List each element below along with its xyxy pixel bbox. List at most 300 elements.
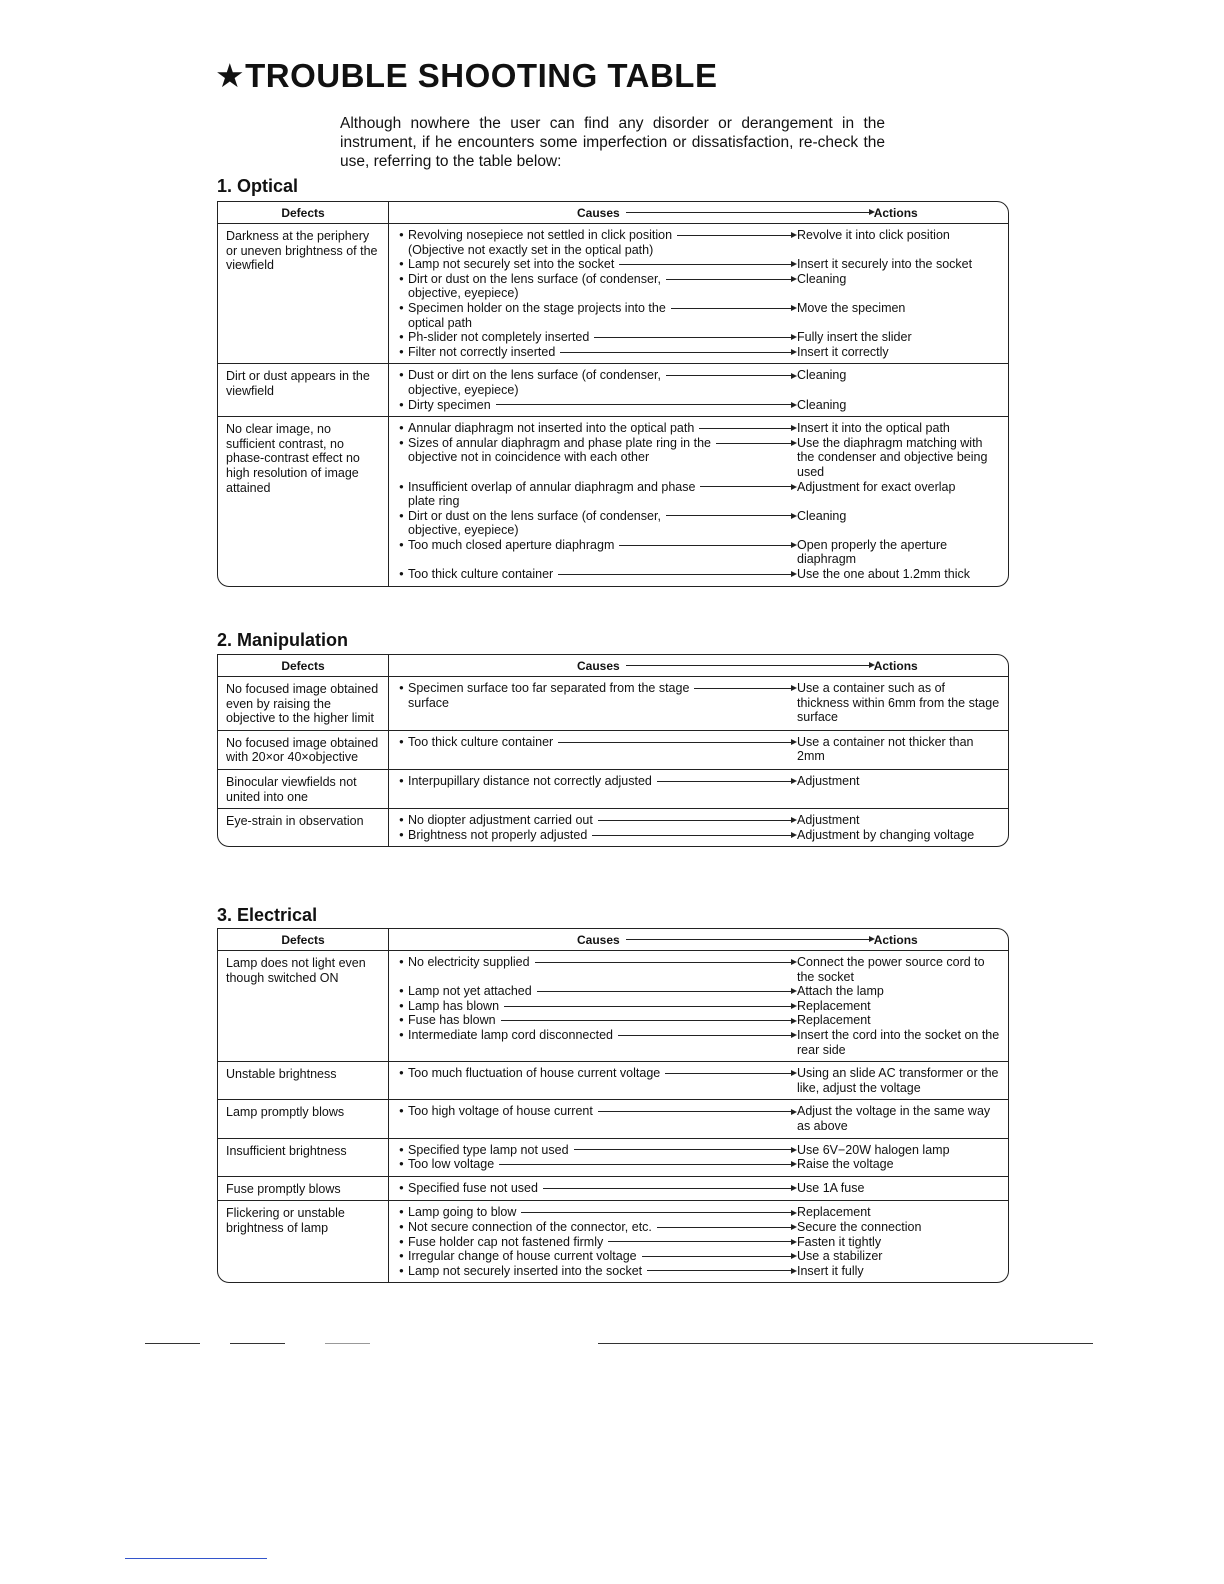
actions-header: Actions (873, 932, 918, 947)
cause (399, 509, 797, 538)
bullet-icon: ● (399, 683, 404, 692)
defects-header: Defects (218, 929, 389, 950)
cause (399, 480, 797, 509)
cause-text: Too low voltage (408, 1157, 495, 1172)
cause (399, 1249, 797, 1264)
causes-cell (389, 677, 1008, 730)
cause-action-item (399, 228, 1008, 257)
cause-line (399, 681, 797, 696)
table-row (218, 770, 1008, 809)
cause-text: Lamp has blown (408, 998, 500, 1013)
cause-line (399, 567, 797, 582)
arrow-icon (594, 337, 794, 338)
cause-line (399, 1264, 797, 1279)
cause-line (399, 1205, 797, 1220)
cause-line (399, 509, 797, 524)
cause-action-item (399, 257, 1008, 272)
defect-cell: Dirt or dust appears in the viewfield (218, 364, 389, 416)
table-row (218, 731, 1008, 770)
defects-header: Defects (218, 202, 389, 223)
causes-cell (389, 809, 1008, 846)
cause-line (399, 257, 797, 272)
cause (399, 1235, 797, 1250)
action-text: Insert the cord into the socket on the rear side (797, 1027, 1000, 1057)
action-text: Insert it securely into the socket (797, 257, 973, 272)
action-text: Insert it correctly (797, 344, 889, 359)
cause-text: Filter not correctly inserted (408, 344, 556, 359)
optical-table (217, 201, 1009, 587)
cause-text: Not secure connection of the connector, etc. (408, 1219, 652, 1234)
defect-cell: No focused image obtained even by raising the objective to the higher limit (218, 677, 389, 730)
bullet-icon: ● (399, 510, 404, 520)
action-text: Adjustment (797, 773, 860, 788)
cause-line (399, 1157, 797, 1172)
causes-header: Causes (577, 205, 620, 220)
cause-continuation: plate ring (408, 494, 460, 509)
cause (399, 330, 797, 345)
cause-action-item (399, 509, 1008, 538)
table-row (218, 1062, 1008, 1100)
arrow-icon (592, 835, 794, 836)
bullet-icon: ● (399, 481, 404, 491)
action-text: Replacement (797, 998, 871, 1013)
action-text: Adjustment (797, 813, 860, 828)
arrow-icon (598, 1111, 794, 1112)
defect-cell: Binocular viewfields not united into one (218, 770, 389, 808)
defect-cell: Unstable brightness (218, 1062, 389, 1099)
cause (399, 828, 797, 843)
defects-header: Defects (218, 655, 389, 676)
defect-cell: Fuse promptly blows (218, 1177, 389, 1201)
bullet-icon: ● (399, 273, 404, 283)
action-text: Use a container not thicker than 2mm (797, 734, 974, 764)
cause (399, 1143, 797, 1158)
cause-text: Irregular change of house current voltage (408, 1249, 637, 1264)
cause-text: Too thick culture container (408, 734, 554, 749)
cause (399, 368, 797, 397)
action-text: Use 1A fuse (797, 1180, 865, 1195)
causes-cell (389, 770, 1008, 808)
bullet-icon: ● (399, 1236, 404, 1246)
cause (399, 228, 797, 257)
cause (399, 999, 797, 1014)
cause-line (399, 1235, 797, 1250)
table-header (218, 202, 1008, 224)
arrow-icon (501, 1020, 794, 1021)
footer-rule (325, 1343, 370, 1344)
cause-action-item (399, 436, 1008, 480)
cause-action-item (399, 774, 1008, 789)
cause-action-item (399, 1220, 1008, 1235)
cause-action-item (399, 1104, 1008, 1133)
arrow-icon (499, 1164, 794, 1165)
page-title: ★TROUBLE SHOOTING TABLE (215, 57, 718, 94)
cause (399, 735, 797, 750)
cause-action-item (399, 681, 1008, 725)
cause-action-item (399, 813, 1008, 828)
causes-header: Causes (577, 932, 620, 947)
cause (399, 1028, 797, 1043)
cause (399, 1157, 797, 1172)
arrow-icon (574, 1149, 794, 1150)
cause (399, 1181, 797, 1196)
bullet-icon: ● (399, 1221, 404, 1231)
table-row (218, 809, 1008, 846)
arrow-icon (608, 1241, 794, 1242)
cause-line (399, 984, 797, 999)
arrow-icon (496, 404, 794, 405)
action-text: Cleaning (797, 368, 847, 383)
footer-rule (598, 1343, 1093, 1344)
cause (399, 774, 797, 789)
bullet-icon: ● (399, 1106, 404, 1116)
cause (399, 984, 797, 999)
cause-text: Intermediate lamp cord disconnected (408, 1027, 613, 1042)
action-text: Use a container such as of thickness within 6mm from the stage surface (797, 681, 1000, 725)
causes-cell (389, 1062, 1008, 1099)
action-text: Replacement (797, 1013, 871, 1028)
table-row (218, 1139, 1008, 1177)
table-row (218, 364, 1008, 417)
action-text: Secure the connection (797, 1219, 922, 1234)
cause-text: Sizes of annular diaphragm and phase plate ring in the (408, 435, 711, 450)
bullet-icon: ● (399, 736, 404, 746)
cause-line (399, 538, 797, 553)
arrow-icon (666, 515, 794, 516)
table-row (218, 417, 1008, 586)
footer-link-rule (125, 1558, 267, 1559)
cause-line (399, 828, 797, 843)
cause (399, 955, 797, 970)
defect-cell: Darkness at the periphery or uneven brightness of the viewfield (218, 224, 389, 363)
cause-action-item (399, 955, 1008, 984)
cause (399, 1220, 797, 1235)
arrow-icon (647, 1270, 794, 1271)
cause-text: Fuse has blown (408, 1013, 496, 1028)
table-row (218, 1100, 1008, 1138)
cause-line (399, 1013, 797, 1028)
bullet-icon: ● (399, 1159, 404, 1169)
cause-text: Revolving nosepiece not settled in click position (408, 228, 673, 242)
action-text: Attach the lamp (797, 984, 884, 999)
bullet-icon: ● (399, 1251, 404, 1261)
action-text: Raise the voltage (797, 1157, 894, 1172)
cause-text: Too much fluctuation of house current voltage (408, 1066, 661, 1081)
cause (399, 345, 797, 360)
action-text: Using an slide AC transformer or the like, adjust the voltage (797, 1066, 999, 1095)
action-text: Replacement (797, 1205, 871, 1220)
cause-continuation: objective, eyepiece) (408, 286, 519, 301)
action-text: Insert it fully (797, 1263, 864, 1278)
cause (399, 1013, 797, 1028)
bullet-icon: ● (399, 230, 404, 239)
bullet-icon: ● (399, 332, 404, 342)
causes-actions-header (389, 202, 1008, 223)
bullet-icon: ● (399, 1029, 404, 1039)
action-text: Revolve it into click position (797, 228, 950, 242)
causes-cell (389, 417, 1008, 586)
table-row (218, 677, 1008, 731)
cause-continuation: surface (408, 695, 449, 710)
actions-header: Actions (873, 205, 918, 220)
bullet-icon: ● (399, 569, 404, 579)
cause-text: Dirt or dust on the lens surface (of condenser, (408, 271, 661, 286)
causes-actions-header (389, 655, 1008, 676)
cause-action-item (399, 1157, 1008, 1172)
bullet-icon: ● (399, 1068, 404, 1078)
cause (399, 272, 797, 301)
table-header (218, 929, 1008, 951)
cause (399, 567, 797, 582)
cause-action-item (399, 398, 1008, 413)
causes-cell (389, 731, 1008, 769)
section-title-manipulation: 2. Manipulation (217, 630, 349, 650)
table-header (218, 655, 1008, 677)
arrow-icon (619, 545, 794, 546)
header-arrow-icon (626, 212, 872, 213)
cause-action-item (399, 345, 1008, 360)
section-title-electrical: 3. Electrical (217, 905, 318, 925)
cause-line (399, 774, 797, 789)
arrow-icon (537, 991, 794, 992)
action-text: Adjustment for exact overlap (797, 479, 956, 494)
cause-text: Annular diaphragm not inserted into the optical path (408, 421, 695, 436)
causes-actions-header (389, 929, 1008, 950)
table-row (218, 1201, 1008, 1282)
cause-text: Specimen holder on the stage projects into the (408, 300, 666, 315)
defect-cell: No clear image, no sufficient contrast, no phase-contrast effect no high resolution of image attained (218, 417, 389, 586)
bullet-icon: ● (399, 986, 404, 996)
table-row (218, 224, 1008, 364)
cause-action-item (399, 330, 1008, 345)
bullet-icon: ● (399, 259, 404, 269)
table-row (218, 951, 1008, 1062)
arrow-icon (665, 1073, 794, 1074)
cause-text: Lamp not securely set into the socket (408, 257, 615, 272)
cause-line (399, 955, 797, 970)
arrow-icon (619, 264, 794, 265)
cause-line (399, 421, 797, 436)
table-row (218, 1177, 1008, 1202)
arrow-icon (504, 1006, 794, 1007)
cause-line (399, 330, 797, 345)
cause-action-item (399, 1235, 1008, 1250)
bullet-icon: ● (399, 399, 404, 409)
cause-text: Too thick culture container (408, 567, 554, 582)
cause-text: Too much closed aperture diaphragm (408, 537, 615, 552)
action-text: Cleaning (797, 508, 847, 523)
cause-line (399, 1220, 797, 1235)
arrow-icon (560, 352, 794, 353)
bullet-icon: ● (399, 346, 404, 356)
cause-text: Dust or dirt on the lens surface (of condenser, (408, 368, 661, 383)
cause-action-item (399, 1143, 1008, 1158)
cause-text: Ph-slider not completely inserted (408, 330, 590, 345)
action-text: Adjustment by changing voltage (797, 827, 975, 842)
cause-action-item (399, 1013, 1008, 1028)
cause (399, 1066, 797, 1081)
arrow-icon (642, 1256, 794, 1257)
causes-cell (389, 951, 1008, 1061)
causes-header: Causes (577, 658, 620, 673)
cause (399, 538, 797, 553)
action-text: Use the one about 1.2mm thick (797, 567, 971, 582)
causes-cell (389, 1139, 1008, 1176)
cause-text: Too high voltage of house current (408, 1104, 593, 1119)
cause-text: No diopter adjustment carried out (408, 813, 593, 828)
causes-cell (389, 1177, 1008, 1201)
footer-rule (145, 1343, 200, 1344)
cause-action-item (399, 1181, 1008, 1196)
footer-rule (230, 1343, 285, 1344)
cause-line (399, 1066, 797, 1081)
cause-action-item (399, 538, 1008, 567)
action-text: Adjust the voltage in the same way as above (797, 1104, 991, 1133)
cause-line (399, 436, 797, 451)
cause-line (399, 480, 797, 495)
arrow-icon (694, 688, 794, 689)
cause-line (399, 1028, 797, 1043)
cause-line (399, 368, 797, 383)
arrow-icon (535, 962, 794, 963)
bullet-icon: ● (399, 437, 404, 447)
cause-line (399, 345, 797, 360)
bullet-icon: ● (399, 775, 404, 785)
cause-text: Lamp not securely inserted into the socket (408, 1263, 643, 1278)
arrow-icon (657, 781, 794, 782)
cause-action-item (399, 480, 1008, 509)
cause (399, 681, 797, 710)
arrow-icon (666, 279, 794, 280)
cause-text: Dirt or dust on the lens surface (of condenser, (408, 508, 661, 523)
arrow-icon (716, 443, 794, 444)
cause (399, 301, 797, 330)
cause (399, 421, 797, 436)
action-text: Use the diaphragm matching with the condenser and objective being used (797, 435, 988, 479)
bullet-icon: ● (399, 539, 404, 549)
action-text: Use 6V−20W halogen lamp (797, 1142, 950, 1157)
defect-cell: Eye-strain in observation (218, 809, 389, 846)
cause-action-item (399, 567, 1008, 582)
bullet-icon: ● (399, 1144, 404, 1154)
cause-text: Dirty specimen (408, 397, 491, 412)
cause-line (399, 1143, 797, 1158)
bullet-icon: ● (399, 1207, 404, 1217)
arrow-icon (700, 486, 794, 487)
cause-line (399, 1104, 797, 1119)
action-text: Connect the power source cord to the socket (797, 955, 985, 984)
cause-line (399, 813, 797, 828)
defect-cell: No focused image obtained with 20×or 40×objective (218, 731, 389, 769)
bullet-icon: ● (399, 423, 404, 433)
bullet-icon: ● (399, 1182, 404, 1192)
cause-continuation: objective, eyepiece) (408, 382, 519, 397)
cause-line (399, 301, 797, 316)
cause-action-item (399, 1205, 1008, 1220)
cause-line (399, 1181, 797, 1196)
electrical-table (217, 928, 1009, 1283)
cause-action-item (399, 1264, 1008, 1279)
arrow-icon (558, 574, 794, 575)
intro-paragraph: Although nowhere the user can find any disorder or derangement in the instrument, if he encounters some imperfection or dissatisfaction, re-check the use, referring to the table below: (340, 115, 885, 170)
cause-line (399, 398, 797, 413)
cause-action-item (399, 1066, 1008, 1095)
arrow-icon (657, 1227, 794, 1228)
cause-continuation: (Objective not exactly set in the optical path) (408, 242, 654, 257)
manipulation-table (217, 654, 1009, 847)
bullet-icon: ● (399, 815, 404, 825)
cause-text: Insufficient overlap of annular diaphragm and phase (408, 479, 696, 494)
arrow-icon (521, 1212, 794, 1213)
cause-line (399, 999, 797, 1014)
bullet-icon: ● (399, 1265, 404, 1275)
cause-action-item (399, 272, 1008, 301)
header-arrow-icon (626, 665, 872, 666)
bullet-icon: ● (399, 957, 404, 966)
bullet-icon: ● (399, 829, 404, 839)
cause (399, 398, 797, 413)
cause (399, 1104, 797, 1119)
cause-text: Lamp not yet attached (408, 984, 532, 999)
cause-action-item (399, 735, 1008, 764)
causes-cell (389, 224, 1008, 363)
arrow-icon (677, 235, 794, 236)
bullet-icon: ● (399, 1015, 404, 1025)
action-text: Move the specimen (797, 300, 906, 315)
action-text: Cleaning (797, 397, 847, 412)
action-text: Insert it into the optical path (797, 421, 950, 436)
arrow-icon (671, 308, 794, 309)
arrow-icon (543, 1188, 794, 1189)
cause-continuation: optical path (408, 315, 472, 330)
arrow-icon (666, 375, 794, 376)
bullet-icon: ● (399, 302, 404, 312)
cause-action-item (399, 1249, 1008, 1264)
bullet-icon: ● (399, 370, 404, 380)
header-arrow-icon (626, 939, 872, 940)
cause-action-item (399, 1028, 1008, 1057)
action-text: Use a stabilizer (797, 1249, 883, 1264)
defect-cell: Flickering or unstable brightness of lamp (218, 1201, 389, 1282)
causes-cell (389, 1201, 1008, 1282)
cause (399, 436, 797, 465)
arrow-icon (558, 742, 794, 743)
cause-action-item (399, 984, 1008, 999)
cause-continuation: objective, eyepiece) (408, 523, 519, 538)
arrow-icon (699, 428, 794, 429)
arrow-icon (618, 1035, 794, 1036)
cause-continuation: objective not in coincidence with each other (408, 450, 650, 465)
actions-header: Actions (873, 658, 918, 673)
defect-cell: Insufficient brightness (218, 1139, 389, 1176)
bullet-icon: ● (399, 1000, 404, 1010)
cause-text: Specimen surface too far separated from the stage (408, 681, 690, 695)
cause-text: Fuse holder cap not fastened firmly (408, 1234, 604, 1249)
cause (399, 813, 797, 828)
causes-cell (389, 1100, 1008, 1137)
cause-action-item (399, 421, 1008, 436)
cause-line (399, 1249, 797, 1264)
cause-action-item (399, 828, 1008, 843)
defect-cell: Lamp promptly blows (218, 1100, 389, 1137)
causes-cell (389, 364, 1008, 416)
cause-line (399, 228, 797, 243)
action-text: Fasten it tightly (797, 1234, 882, 1249)
cause-action-item (399, 301, 1008, 330)
cause-text: Specified type lamp not used (408, 1142, 569, 1157)
arrow-icon (598, 820, 794, 821)
cause (399, 1205, 797, 1220)
